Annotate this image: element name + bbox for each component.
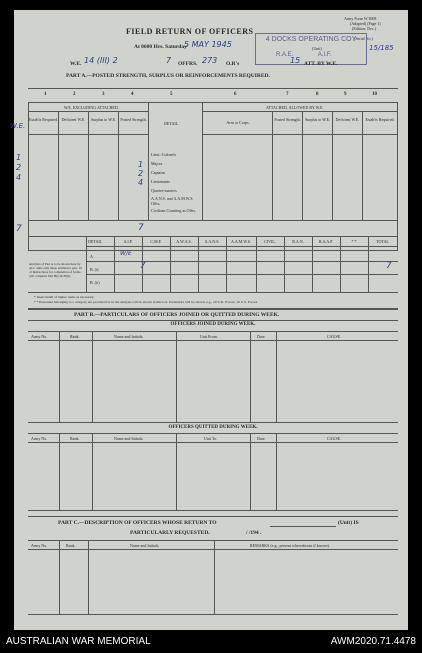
army-form-number: Army Form W.3008 [344,16,377,21]
archive-footer [0,633,422,653]
joined-title: OFFICERS JOINED DURING WEEK. [170,322,256,327]
form-title: FIELD RETURN OF OFFICERS [126,27,254,36]
rank-lieutenants: Lieutenants [151,179,170,184]
part-a-heading: PART A.—POSTED STRENGTH, SURPLUS OR REINFORCEMENTS REQUIRED. [66,73,270,79]
col-num-4: 4 [131,92,134,97]
analysis-col-other: * * [351,239,357,244]
col-num-10: 10 [372,92,377,97]
rank-captains: Captains [151,170,165,175]
joined-col-cause: CAUSE. [327,334,342,339]
ors-handwritten: 273 [202,56,218,65]
analysis-col-cmf: C.M.F. [150,239,162,244]
serial-handwritten: 15/185 [369,44,394,52]
part-c-heading-2: PARTICULARLY REQUESTED. [130,530,210,536]
ors-label: O.R's [226,61,240,67]
quitted-col-name: Name and Initials. [114,436,144,441]
hw-total-col1: 7 [16,224,22,234]
footnote-2: * * Personnel belonging to a category not provided for in the analysis will be shown in this Col. Particulars will be shown, e.g., 20 U.K. Forces; 10 U.S. Forces [34,300,258,304]
analysis-col-awas: A.W.A.S. [176,239,192,244]
unit-stamp: 4 DOCKS OPERATING COY R.A.E. A.I.F. [255,33,367,65]
col-num-9: 9 [344,92,347,97]
col-num-3: 3 [102,92,105,97]
quitted-col-rank: Rank. [70,436,80,441]
analysis-col-total: TOTAL [376,239,389,244]
footer-accession: AWM2020.71.4478 [330,636,416,647]
we-label: W.E. [70,61,82,67]
analysis-col-ran: R.A.N. [292,239,304,244]
at-line: At 0600 Hrs. Saturday [134,44,187,50]
quitted-col-cause: CAUSE. [327,436,342,441]
col-num-2: 2 [73,92,76,97]
detail-header: DETAIL. [164,121,180,126]
hw-col4-lieutenants: 4 [138,178,144,187]
col-head-arm-corps: Arm or Corps. [226,120,250,125]
att-label: ATT. BY W.E. [304,61,338,67]
analysis-row-b2: B. (ii) [90,280,100,285]
part-c-heading-1: PART C.—DESCRIPTION OF OFFICERS WHOSE RETURN TO [58,520,217,526]
part-c-col-name: Name and Initials. [130,543,160,548]
hw-analysis-total: 7 [386,261,392,271]
analysis-col-aamws: A.A.M.W.S. [231,239,251,244]
we-handwritten: 14 (III) 2 [84,56,118,65]
col-num-1: 1 [44,92,47,97]
joined-col-rank: Rank. [70,334,80,339]
rank-aans: A.A.N.S. and A.A.M.W.S. Offrs. [151,196,194,206]
joined-col-name: Name and Initials. [114,334,144,339]
att-handwritten: 15 [290,56,301,65]
col-head-posted-right: Posted Strength. [274,117,301,122]
hw-col1-captains: 2 [16,163,22,172]
col-head-deficient-left: Deficient W.E. [61,117,86,122]
hw-col4-majors: 1 [138,160,144,169]
rank-majors: Majors [151,161,163,166]
joined-col-unit-from: Unit From. [200,334,218,339]
col-head-deficient-right: Deficient W.E. [335,117,360,122]
part-c-date: / /194 . [246,530,262,536]
col-head-surplus-left: Surplus to W.E. [90,117,117,122]
part-c-col-remarks: REMARKS (e.g., present whereabouts if known). [250,543,330,548]
hw-analysis-note: W/E [120,250,132,257]
col-head-estab-left: Estab'ts Required. [29,117,58,122]
col-head-posted-left: Posted Strength. [120,117,147,122]
quitted-title: OFFICERS QUITTED DURING WEEK. [168,425,258,430]
hw-col1-majors: 1 [16,153,22,162]
group-left-header: W.E. EXCLUDING ATTACHED. [64,105,119,110]
form-page [10,10,408,630]
joined-col-army-no: Army No. [31,334,48,339]
adapted-label: (Adapted) (Page 1) [350,21,381,26]
footer-institution: AUSTRALIAN WAR MEMORIAL [6,636,151,647]
hw-col4-captains: 2 [138,169,144,178]
rank-civilians: Civilians Counting as Offrs. [151,208,197,213]
analysis-col-aans: A.A.N.S. [204,239,220,244]
part-c-unit-is: (Unit) IS [338,520,359,526]
col-num-8: 8 [316,92,319,97]
hw-we-margin: W.E. [10,122,26,130]
quitted-col-army-no: Army No. [31,436,48,441]
quitted-col-unit-to: Unit To. [204,436,218,441]
analysis-row-b1: B. (i) [90,267,99,272]
part-c-col-army-no: Army No. [31,543,48,548]
unit-label: (Unit) [312,46,322,51]
joined-col-date: Date. [257,334,266,339]
offrs-handwritten: 7 [166,56,172,65]
hw-analysis-aif: 7 [140,261,146,271]
group-right-header: ATTACHED, ALLOWED BY W.E. [266,105,324,110]
col-num-7: 7 [286,92,289,97]
analysis-col-raaf: R.A.A.F. [318,239,334,244]
col-head-estab-right: Estab'ts Required. [365,117,395,122]
rank-lt-colonels: Lieut.-Colonels [151,152,176,157]
edition-label: (Edition: Dec.) [352,26,376,31]
quitted-col-date: Date. [257,436,266,441]
analysis-row-a: A. [90,254,94,259]
footnote-1: * Insert detail of higher ranks as necessary. [34,295,95,299]
analysis-col-aif: A.I.F. [123,239,133,244]
part-b-heading: PART B.—PARTICULARS OF OFFICERS JOINED OR QUITTED DURING WEEK. [74,312,280,318]
col-num-5: 5 [170,92,173,97]
serial-label: (Serial No.) [354,36,373,41]
part-c-col-rank: Rank. [66,543,76,548]
analysis-detail-header: DETAIL [88,239,103,244]
col-num-6: 6 [234,92,237,97]
col-head-surplus-right: Surplus to W.E. [304,117,331,122]
analysis-col-civil: CIVIL. [264,239,276,244]
analysis-instructions: Analysis of Part A to be shown here by ALL units only those entitled to part, 10 of Instructions for completion of forms will complete Part B(i) & B(ii). [29,262,82,278]
date-handwritten: 5 MAY 1945 [184,40,232,49]
hw-total-col4: 7 [138,223,144,233]
rank-quartermasters: Quarter-masters [151,188,177,193]
hw-col1-lieutenants: 4 [16,173,22,182]
offrs-label: OFFRS. [178,61,198,67]
